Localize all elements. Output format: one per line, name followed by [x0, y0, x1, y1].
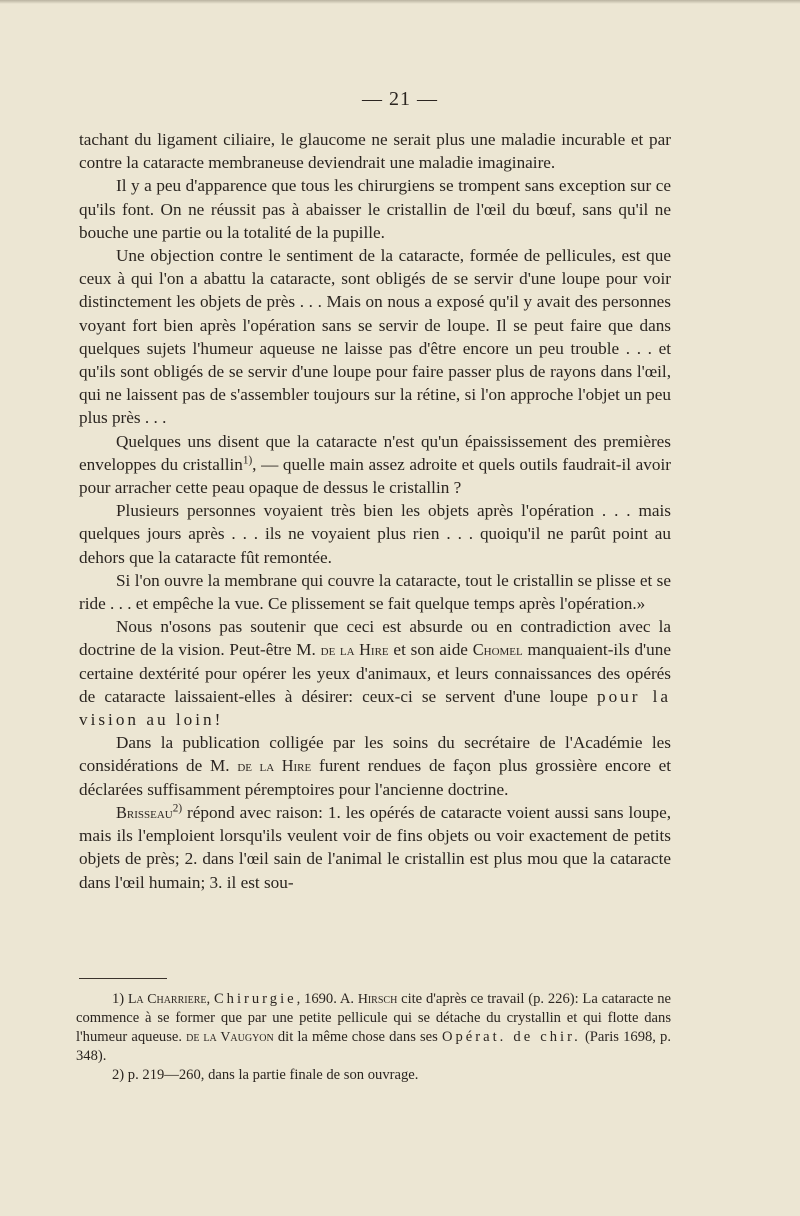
footnote-segment: Chirurgie: [213, 991, 297, 1007]
paragraph-segment: et son aide: [388, 640, 473, 660]
paragraph-segment: 2): [172, 802, 183, 815]
body-text: [79, 128, 671, 894]
footnote-segment: Hirsch: [357, 992, 398, 1007]
body-paragraph: [79, 731, 671, 801]
footnote-segment: ,: [206, 991, 214, 1007]
paragraph-segment: Il y a peu d'apparence que tous les chirurgiens se trompent sans exception sur ce qu'ils font. On ne réussit pas à abaisser le cristallin de l'œil du bœuf, sans qu'il ne bouche une partie ou la totalité de la pupille.: [79, 176, 671, 242]
page-number: — 21 —: [362, 88, 438, 110]
paragraph-segment: Plusieurs personnes voyaient très bien les objets après l'opération . . . mais quelques jours après . . . ils ne voyaient plus rien . . . quoiqu'il ne parût point au dehors que la cataracte fût remontée.: [79, 501, 671, 567]
footnotes: [76, 990, 671, 1085]
paragraph-segment: de la Hire: [320, 640, 389, 660]
footnote-segment: La Charriere: [127, 992, 207, 1007]
body-paragraph: [79, 615, 671, 731]
paragraph-segment: Une objection contre le sentiment de la cataracte, formée de pellicules, est que ceux à qui l'on a abattu la cataracte, sont obligés de se servir d'une loupe pour voir distinctement les objets de près . . . Mais on nous a exposé qu'il y avait des personnes voyant fort bien après l'opération sans se servir de loupe. Il se peut faire que dans quelques sujets l'humeur aqueuse ne laisse pas d'être encore un peu trouble . . . et qu'ils sont obligés de se servir d'une loupe pour faire passer plus de rayons dans l'œil, qui ne laissent pas de s'assembler toujours sur la rétine, si l'on approche l'objet un peu plus près . . .: [79, 246, 671, 428]
footnote-segment: Opérat. de chir.: [441, 1029, 581, 1045]
paragraph-segment: Chomel: [472, 640, 523, 660]
footnote-segment: 2) p. 219—260, dans la partie finale de son ouvrage.: [112, 1067, 419, 1083]
body-paragraph: [79, 569, 671, 615]
footnote-divider: [79, 978, 167, 979]
paragraph-segment: , — quelle main assez adroite et quels outils faudrait-il avoir pour arracher cette peau opaque de dessus le cristallin ?: [79, 454, 671, 498]
footnote-segment: de la Vaugyon: [186, 1030, 274, 1045]
paragraph-segment: répond avec raison: 1. les opérés de cataracte voient aussi sans loupe, mais ils l'emploient lorsqu'ils veulent voir de fins objets ou voir exactement de petits objets de près; 2. dans l'œil sain de l'animal le cristallin est plus mou que la cataracte dans l'œil humain; 3. il est sou-: [79, 802, 671, 892]
paragraph-segment: manquaient-ils d'une certaine dextérité pour opérer les yeux d'animaux, et leurs connaissances des opérés de cataracte laissaient-elles à désirer: ceux-ci se servent d'une loupe: [79, 640, 671, 706]
paragraph-segment: tachant du ligament ciliaire, le glaucome ne serait plus une maladie incurable et par contre la cataracte membraneuse deviendrait une maladie imaginaire.: [79, 130, 671, 173]
paragraph-segment: Dans la publication colligée par les soins du secrétaire de l'Académie les considérations de M.: [79, 733, 671, 776]
body-paragraph: [79, 801, 671, 894]
body-paragraph: [79, 128, 671, 174]
footnote-segment: dit la même chose dans ses: [273, 1029, 442, 1045]
footnote-segment: cite d'après ce travail (p. 226): La cataracte ne commence à se former que par une petite pellicule qui se détache du crystallin et qui flotte dans l'humeur aqueuse.: [76, 991, 672, 1045]
paragraph-segment: Brisseau: [116, 802, 173, 822]
footnote-segment: , 1690. A.: [296, 991, 358, 1007]
footnote-1: [76, 990, 671, 1066]
body-paragraph: [79, 174, 671, 244]
page-top-edge: [0, 0, 800, 4]
paragraph-segment: 1): [242, 454, 253, 467]
body-paragraph: [79, 244, 671, 430]
paragraph-segment: Quelques uns disent que la cataracte n'est qu'un épaississement des premières enveloppes du cristallin: [79, 431, 671, 474]
paragraph-segment: Nous n'osons pas soutenir que ceci est absurde ou en contradiction avec la doctrine de la vision. Peut-être M.: [79, 617, 671, 660]
paragraph-segment: furent rendues de façon plus grossière encore et déclarées suffisamment péremptoires pour l'ancienne doctrine.: [79, 756, 671, 799]
body-paragraph: [79, 430, 671, 500]
paragraph-segment: de la Hire: [237, 756, 312, 776]
paragraph-segment: pour la vision au loin!: [79, 686, 671, 730]
footnote-segment: 1): [112, 991, 128, 1007]
footnote-2: [76, 1066, 671, 1085]
body-paragraph: [79, 499, 671, 569]
footnote-segment: (Paris 1698, p. 348).: [76, 1029, 671, 1064]
paragraph-segment: Si l'on ouvre la membrane qui couvre la cataracte, tout le cristallin se plisse et se ride . . . et empêche la vue. Ce plissement se fait quelque temps après l'opération.»: [79, 570, 671, 614]
